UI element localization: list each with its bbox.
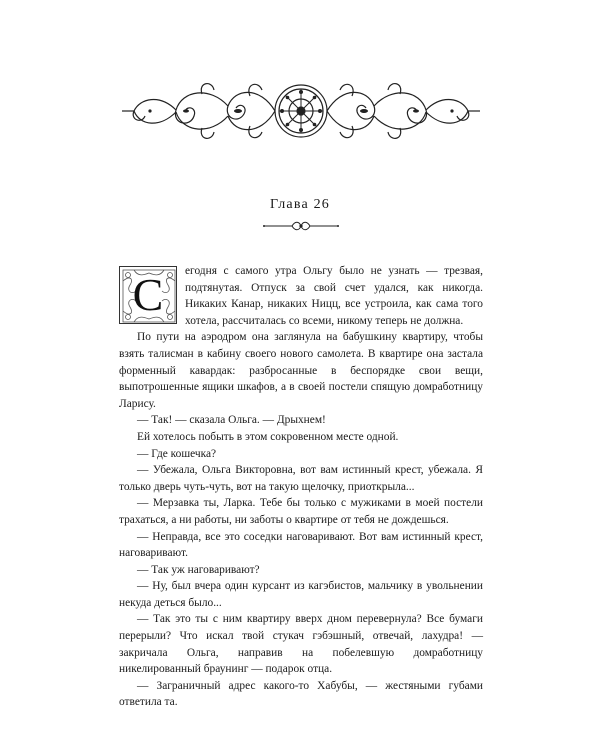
drop-cap (119, 266, 177, 324)
paragraph-4: Ей хотелось побыть в этом сокровенном месте одной. (137, 430, 399, 443)
paragraph-12: — Заграничный адрес какого-то Хабубы, — жестяными губами ответила та. (119, 679, 483, 709)
chapter-body (119, 263, 483, 711)
paragraph-11: — Так это ты с ним квартиру вверх дном перевернула? Все бумаги перерыли? Что искал твой стукач гэбэшный, отвечай, лахудра! — закричала Ольга, направив на побелевшую домработницу никелированный браунинг — подарок отца. (119, 613, 483, 676)
drop-cap-letter: С (132, 269, 164, 320)
paragraph-9: — Так уж наговаривают? (137, 563, 260, 576)
paragraph-8: — Неправда, все это соседки наговаривают. Вот вам истинный крест, наговаривают. (119, 530, 483, 560)
title-flourish (262, 220, 340, 232)
paragraph-5: — Где кошечка? (137, 447, 217, 460)
paragraph-7: — Мерзавка ты, Ларка. Тебе бы только с мужиками в моей постели трахаться, а ни работы, ни заботы о квартире от тебя не дождешься. (119, 497, 483, 526)
paragraph-3: — Так! — сказала Ольга. — Дрыхнем! (137, 414, 326, 427)
paragraph-text: егодня с самого утра Ольгу было не узнать — трезвая, подтянутая. Отпуск за свой счет удался, как никогда. Никаких Канар, никаких Ницц, все устроила, как сама того хотела, рассчиталась со всеми, никому теперь не должна. (185, 265, 483, 327)
decorative-headpiece (120, 76, 482, 146)
paragraph-2: По пути на аэродром она заглянула на бабушкину квартиру, чтобы взять талисман в кабину своего нового самолета. В квартире она застала форменный кавардак: разбросанные в беспорядке свои вещи, выпотрошенные ящики шкафов, а в своей постели спящую домработницу Ларису. (119, 331, 483, 410)
paragraph-1 (119, 263, 483, 329)
chapter-title: Глава 26 (270, 197, 330, 212)
paragraph-6: — Убежала, Ольга Викторовна, вот вам истинный крест, убежала. Я только дверь чуть-чуть, вот на такую щелочку, приоткрыла... (119, 464, 483, 493)
paragraph-10: — Ну, был вчера один курсант из кагэбистов, мальчику в увольнении некуда деться было... (119, 580, 483, 609)
